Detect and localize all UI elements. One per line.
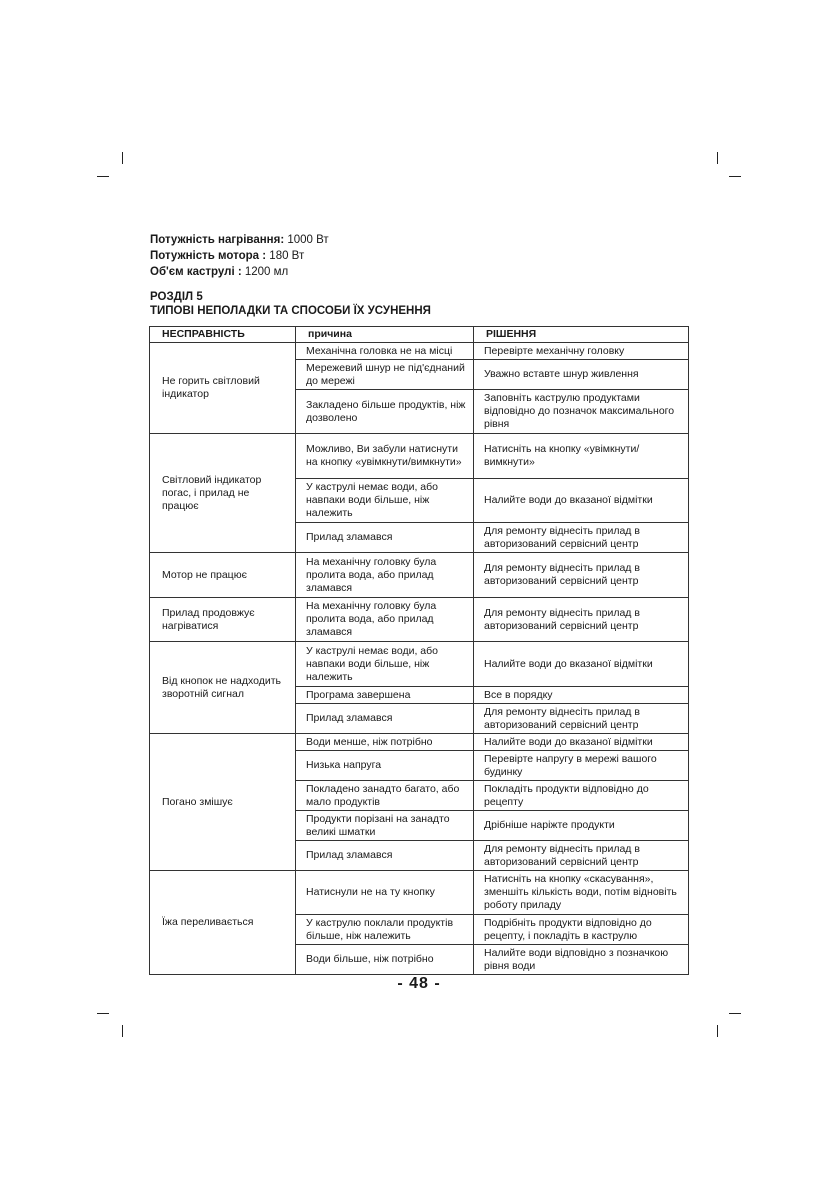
solution-cell: Дрібніше наріжте продукти	[474, 811, 689, 841]
solution-cell: Перевірте напругу в мережі вашого будинку	[474, 751, 689, 781]
cause-cell: Механічна головка не на місці	[296, 343, 474, 360]
section-title: ТИПОВІ НЕПОЛАДКИ ТА СПОСОБИ ЇХ УСУНЕННЯ	[150, 305, 431, 317]
spec-pot-volume: Об'єм каструлі : 1200 мл	[150, 266, 289, 278]
cause-cell: Низька напруга	[296, 751, 474, 781]
cause-cell: На механічну головку була пролита вода, або прилад зламався	[296, 598, 474, 642]
table-row	[150, 598, 689, 642]
cause-cell: Натиснули не на ту кнопку	[296, 871, 474, 915]
solution-cell: Для ремонту віднесіть прилад в авторизований сервісний центр	[474, 841, 689, 871]
solution-cell: Все в порядку	[474, 687, 689, 704]
troubleshooting-table	[149, 326, 689, 975]
solution-cell: Для ремонту віднесіть прилад в авторизований сервісний центр	[474, 598, 689, 642]
page-number: - 48 -	[397, 975, 441, 992]
cause-cell: Прилад зламався	[296, 841, 474, 871]
cause-cell: Прилад зламався	[296, 704, 474, 734]
section-heading	[150, 290, 431, 318]
specifications	[150, 232, 329, 280]
fault-cell: Прилад продовжує нагріватися	[150, 598, 296, 642]
cause-cell: У каструлі немає води, або навпаки води більше, ніж належить	[296, 642, 474, 687]
crop-mark-bottom-right-v	[717, 1025, 718, 1037]
crop-mark-bottom-left-v	[122, 1025, 123, 1037]
crop-mark-top-right-v	[717, 152, 718, 164]
solution-cell: Для ремонту віднесіть прилад в авторизований сервісний центр	[474, 704, 689, 734]
table-row	[150, 434, 689, 479]
solution-cell: Налийте води до вказаної відмітки	[474, 734, 689, 751]
solution-cell: Натисніть на кнопку «увімкнути/вимкнути»	[474, 434, 689, 479]
solution-cell: Перевірте механічну головку	[474, 343, 689, 360]
table-row	[150, 553, 689, 598]
solution-cell: Подрібніть продукти відповідно до рецепту, і покладіть в каструлю	[474, 915, 689, 945]
cause-cell: Води більше, ніж потрібно	[296, 945, 474, 975]
crop-mark-top-left-v	[122, 152, 123, 164]
cause-cell: На механічну головку була пролита вода, або прилад зламався	[296, 553, 474, 598]
fault-cell: Світловий індикатор погас, і прилад не працює	[150, 434, 296, 553]
solution-cell: Налийте води до вказаної відмітки	[474, 479, 689, 523]
solution-cell: Налийте води до вказаної відмітки	[474, 642, 689, 687]
cause-cell: Можливо, Ви забули натиснути на кнопку «увімкнути/вимкнути»	[296, 434, 474, 479]
fault-cell: Їжа переливається	[150, 871, 296, 975]
solution-cell: Натисніть на кнопку «скасування», зменшіть кількість води, потім відновіть роботу приладу	[474, 871, 689, 915]
fault-cell: Погано змішує	[150, 734, 296, 871]
fault-cell: Мотор не працює	[150, 553, 296, 598]
solution-cell: Заповніть каструлю продуктами відповідно до позначок максимального рівня	[474, 390, 689, 434]
cause-cell: Закладено більше продуктів, ніж дозволено	[296, 390, 474, 434]
cause-cell: Програма завершена	[296, 687, 474, 704]
header-solution: РІШЕННЯ	[474, 327, 689, 343]
table-row	[150, 734, 689, 751]
table-row	[150, 871, 689, 915]
table-row	[150, 642, 689, 687]
cause-cell: Покладено занадто багато, або мало продуктів	[296, 781, 474, 811]
table-header-row	[150, 327, 689, 343]
solution-cell: Покладіть продукти відповідно до рецепту	[474, 781, 689, 811]
fault-cell: Від кнопок не надходить зворотній сигнал	[150, 642, 296, 734]
crop-mark-bottom-right-h	[729, 1013, 741, 1014]
cause-cell: У каструлю поклали продуктів більше, ніж належить	[296, 915, 474, 945]
solution-cell: Для ремонту віднесіть прилад в авторизований сервісний центр	[474, 553, 689, 598]
crop-mark-bottom-left-h	[97, 1013, 109, 1014]
fault-cell: Не горить світловий індикатор	[150, 343, 296, 434]
table-row	[150, 343, 689, 360]
crop-mark-top-left-h	[97, 176, 109, 177]
cause-cell: У каструлі немає води, або навпаки води більше, ніж належить	[296, 479, 474, 523]
cause-cell: Продукти порізані на занадто великі шматки	[296, 811, 474, 841]
solution-cell: Уважно вставте шнур живлення	[474, 360, 689, 390]
section-number: РОЗДІЛ 5	[150, 291, 203, 303]
header-cause: причина	[296, 327, 474, 343]
crop-mark-top-right-h	[729, 176, 741, 177]
spec-heating-power: Потужність нагрівання: 1000 Вт	[150, 234, 329, 246]
spec-motor-power: Потужність мотора : 180 Вт	[150, 250, 305, 262]
header-fault: НЕСПРАВНІСТЬ	[150, 327, 296, 343]
solution-cell: Налийте води відповідно з позначкою рівня води	[474, 945, 689, 975]
cause-cell: Води менше, ніж потрібно	[296, 734, 474, 751]
cause-cell: Прилад зламався	[296, 523, 474, 553]
solution-cell: Для ремонту віднесіть прилад в авторизований сервісний центр	[474, 523, 689, 553]
cause-cell: Мережевий шнур не під'єднаний до мережі	[296, 360, 474, 390]
